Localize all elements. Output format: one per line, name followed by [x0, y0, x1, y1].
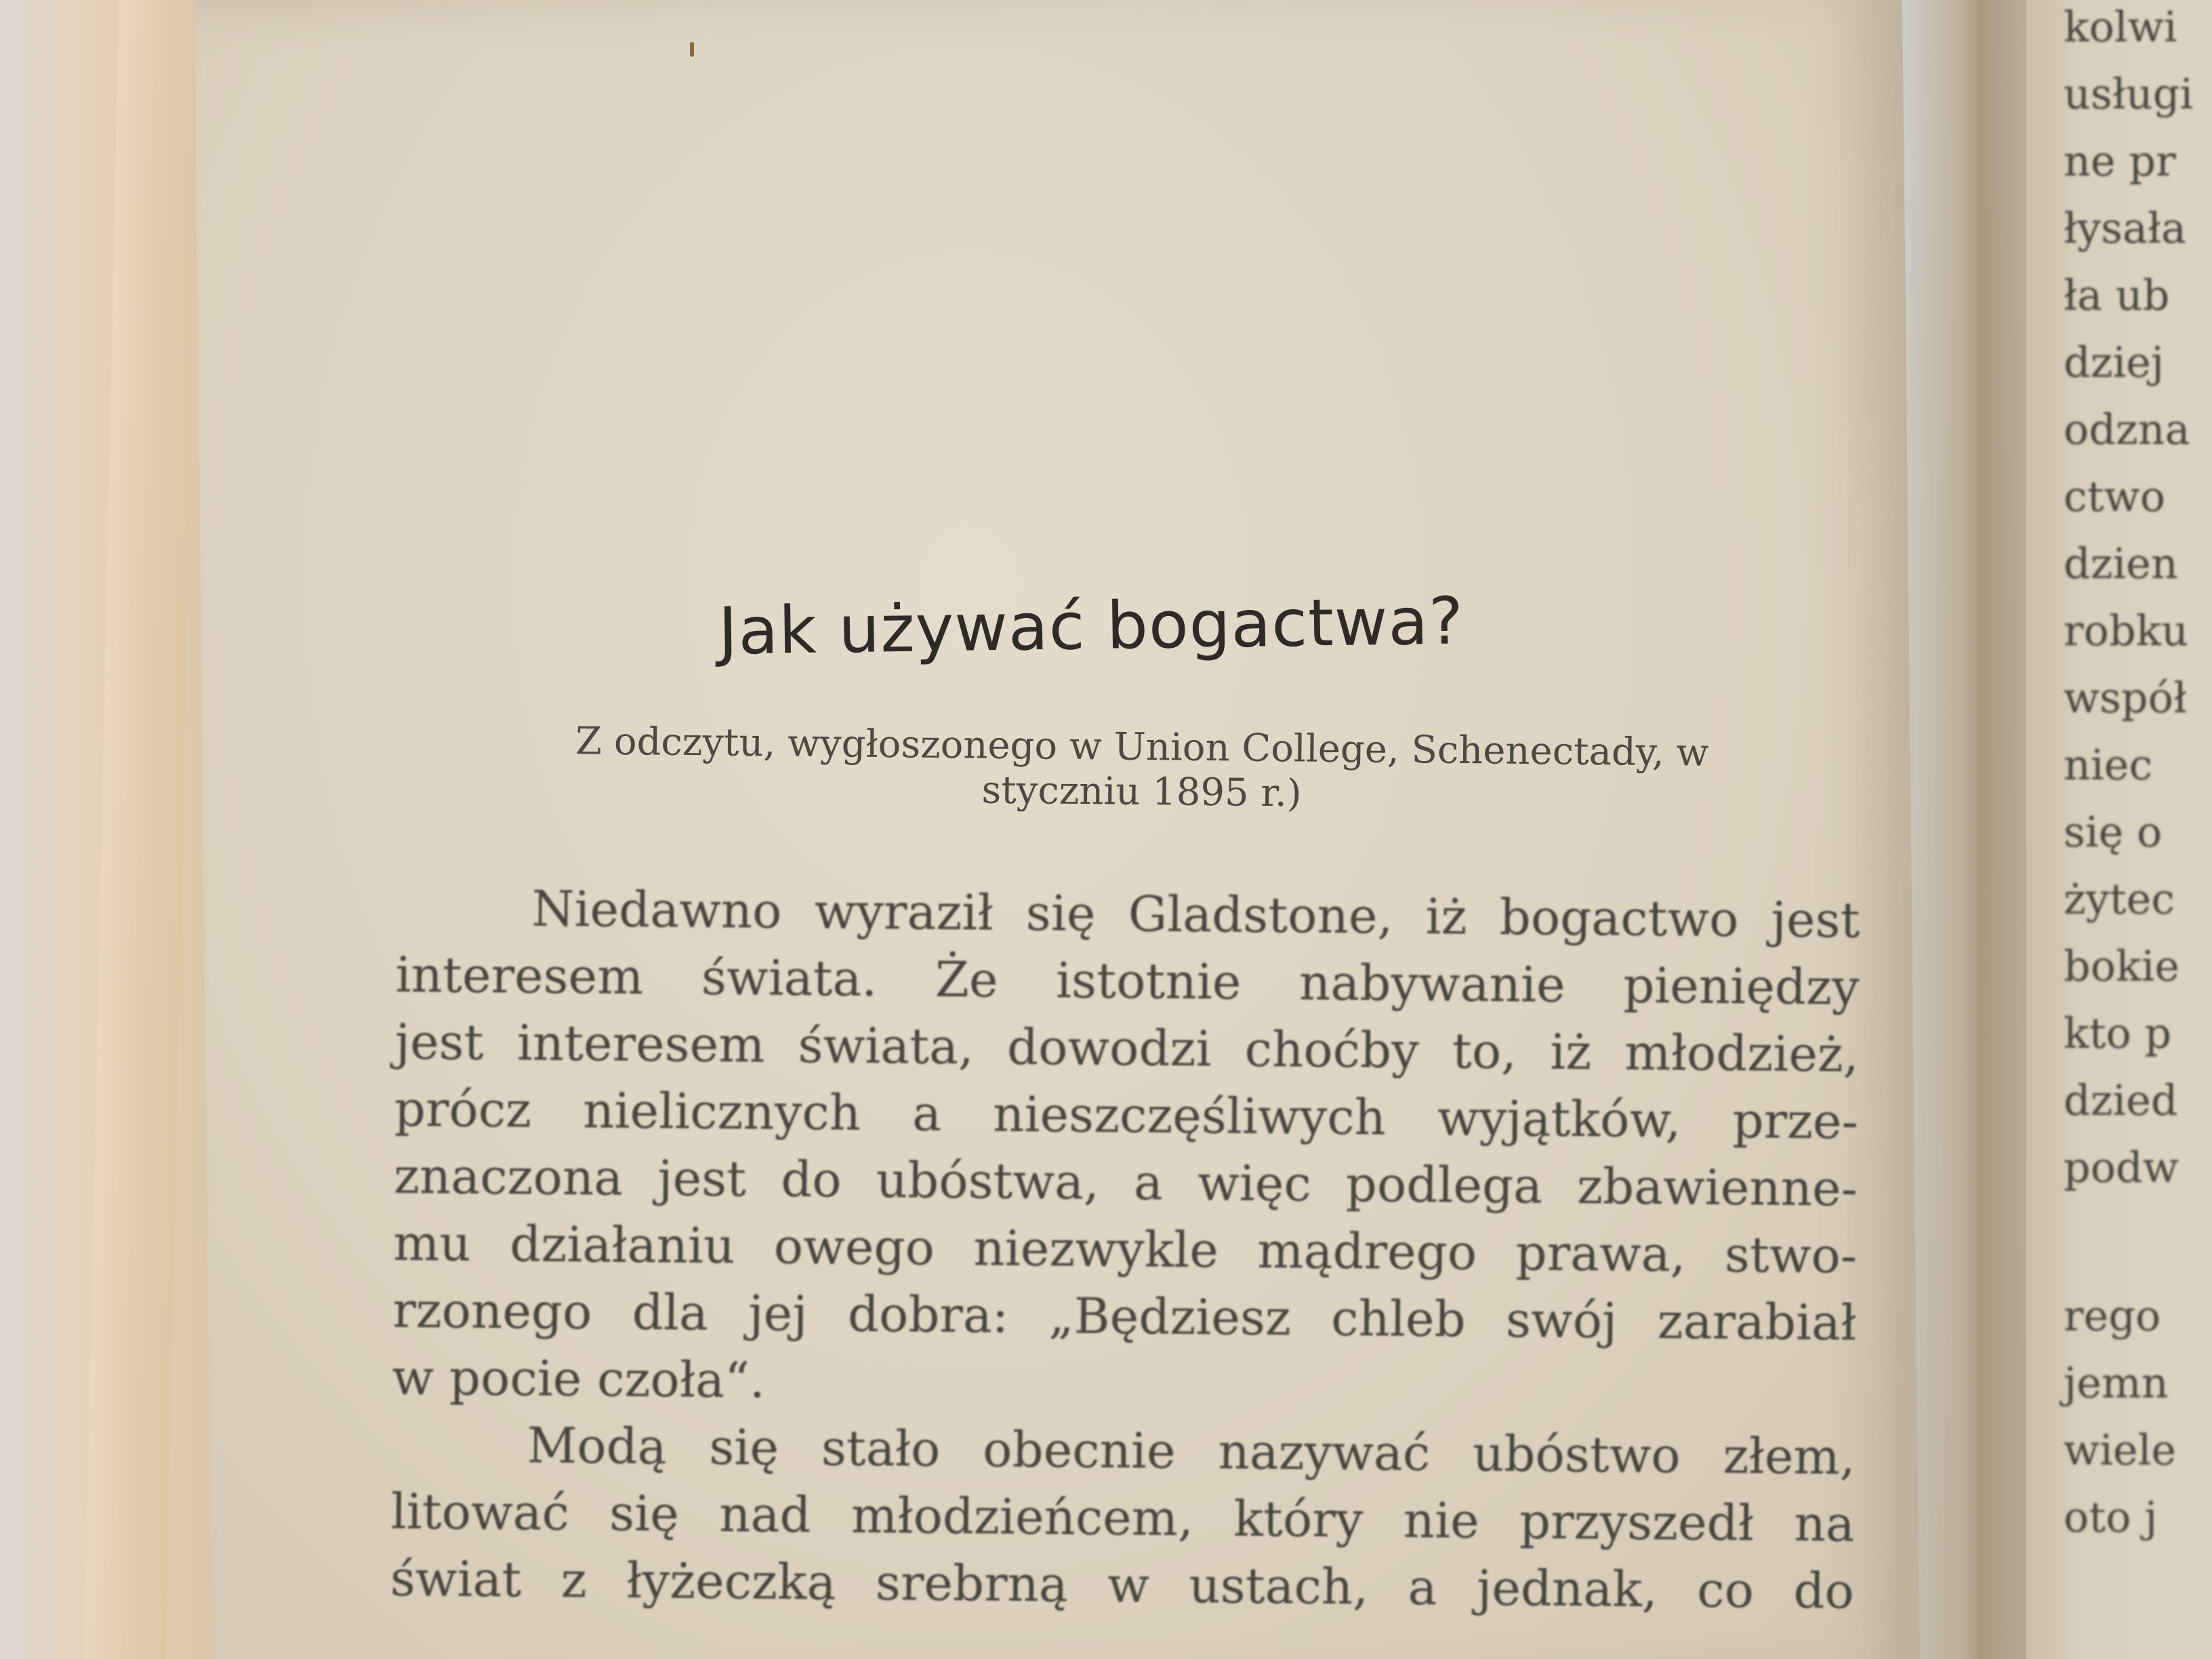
right-fragment: bokie [2064, 941, 2180, 991]
right-fragment: ła ub [2064, 270, 2170, 320]
right-fragment: odzna [2064, 405, 2190, 454]
right-fragment: kolwi [2064, 2, 2177, 52]
body-line: interesem świata. Że istotnie nabywanie pieniędzy [395, 945, 1860, 1016]
right-fragment: dzied [2064, 1076, 2178, 1125]
subtitle-line: styczniu 1895 r.) [981, 768, 1303, 816]
body-line: znaczona jest do ubóstwa, a więc podlega zbawienne- [393, 1147, 1858, 1217]
body-line: mu działaniu owego niezwykle mądrego prawa, stwo- [392, 1214, 1858, 1284]
right-fragment: wiele [2064, 1425, 2177, 1475]
chapter-subtitle [419, 718, 1864, 822]
right-fragment: robku [2064, 606, 2189, 655]
right-fragment: dziej [2064, 337, 2165, 387]
right-fragment: ne pr [2064, 136, 2176, 186]
paper-speck [690, 42, 694, 57]
right-fragment: jemn [2064, 1358, 2169, 1408]
right-fragment: usługi [2064, 69, 2194, 119]
body-line: świat z łyżeczką srebrną w ustach, a jednak, co do [390, 1549, 1855, 1620]
chapter-title: Jak używać bogactwa? [718, 583, 1465, 670]
right-fragment: dzien [2064, 539, 2178, 588]
body-line: litować się nad młodzieńcem, który nie przyszedł na [390, 1482, 1856, 1553]
body-line: prócz nielicznych a nieszczęśliwych wyjątków, prze- [394, 1080, 1859, 1150]
right-fragment: oto j [2064, 1492, 2158, 1542]
paragraph-gap [2064, 1201, 2212, 1282]
right-fragment: ctwo [2064, 472, 2166, 521]
right-fragment: żytec [2064, 874, 2175, 924]
right-fragment: niec [2064, 740, 2153, 790]
right-fragment: współ [2064, 673, 2188, 722]
body-line: w pocie czoła“. [392, 1348, 766, 1409]
right-fragment: się o [2064, 807, 2163, 857]
right-fragment: podw [2064, 1143, 2179, 1192]
body-line: Niedawno wyraził się Gladstone, iż bogactwo jest [531, 880, 1860, 949]
subtitle-line: Z odczytu, wygłoszonego w Union College, Schenectady, w [575, 719, 1709, 775]
right-fragment: rego [2064, 1291, 2161, 1340]
right-fragment: łysała [2064, 203, 2186, 253]
body-text [390, 874, 1860, 1625]
body-line: jest interesem świata, dowodzi choćby to, iż młodzież, [394, 1012, 1860, 1083]
right-page-text [2064, 0, 2212, 1551]
body-line: rzonego dla jej dobra: „Będziesz chleb swój zarabiał [392, 1281, 1857, 1351]
right-fragment: kto p [2064, 1008, 2172, 1058]
body-line: Modą się stało obecnie nazywać ubóstwo złem, [527, 1416, 1856, 1486]
